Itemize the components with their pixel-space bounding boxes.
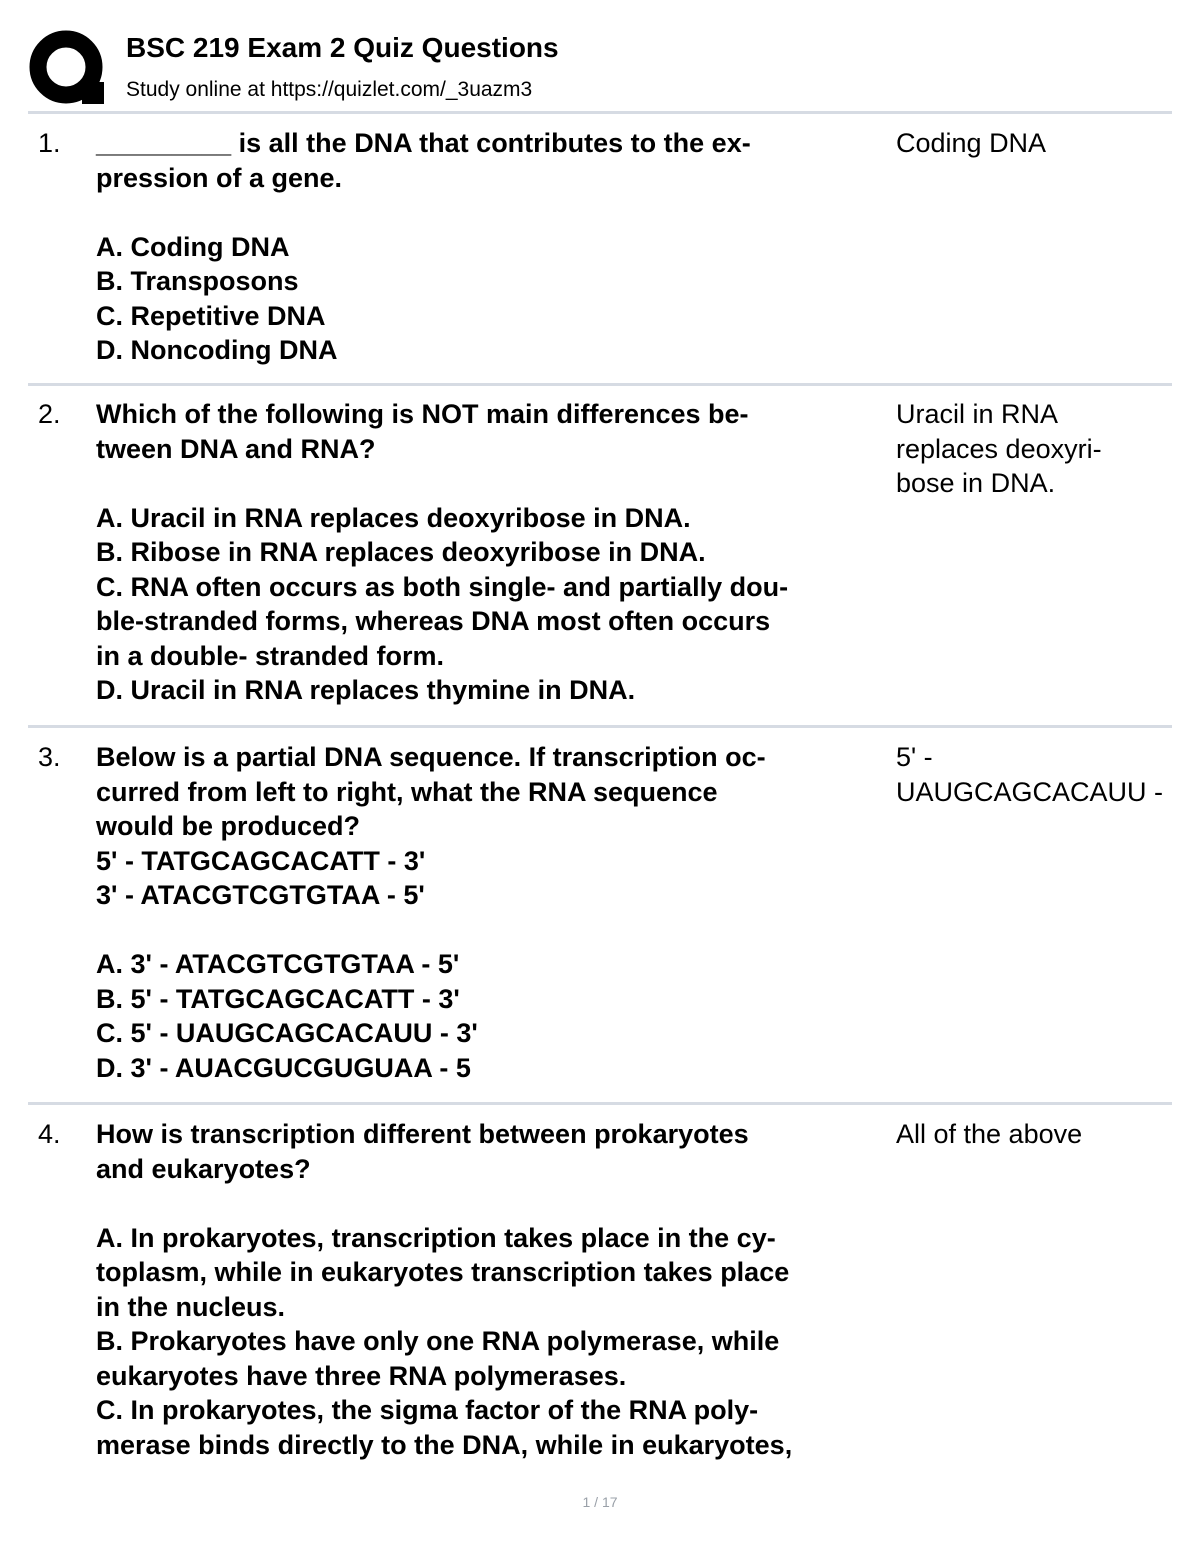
- question-line: How is transcription different between prokaryotes: [96, 1119, 749, 1149]
- option-b: B. 5' - TATGCAGCACATT - 3': [96, 983, 460, 1014]
- question-line: pression of a gene.: [96, 162, 343, 193]
- option-a: A. Uracil in RNA replaces deoxyribose in DNA.: [96, 502, 691, 533]
- answer-text: [896, 397, 1200, 501]
- quizlet-q-logo-icon: [28, 30, 108, 106]
- divider: [28, 1102, 1172, 1105]
- option-c: C. Repetitive DNA: [96, 300, 326, 331]
- question-text: [96, 1117, 896, 1462]
- option-c-continued: merase binds directly to the DNA, while in eukaryotes,: [96, 1429, 793, 1460]
- divider: [28, 111, 1172, 114]
- question-line: _________ is all the DNA that contributes to the ex-: [96, 128, 751, 158]
- question-text: [96, 740, 896, 1085]
- question-4: [0, 1117, 1200, 1467]
- question-2: [0, 397, 1200, 717]
- answer-line: bose in DNA.: [896, 468, 1056, 498]
- answer-line: All of the above: [896, 1119, 1083, 1149]
- answer-text: [896, 740, 1200, 809]
- question-text: [96, 126, 896, 368]
- option-d: D. Uracil in RNA replaces thymine in DNA.: [96, 675, 636, 705]
- question-line: Below is a partial DNA sequence. If transcription oc-: [96, 742, 766, 772]
- option-c-continued: in a double- stranded form.: [96, 640, 445, 671]
- question-line: curred from left to right, what the RNA sequence: [96, 776, 718, 807]
- option-a: A. In prokaryotes, transcription takes place in the cy-: [96, 1222, 776, 1253]
- question-line: Which of the following is NOT main differences be-: [96, 399, 749, 429]
- page-title: BSC 219 Exam 2 Quiz Questions: [126, 32, 559, 63]
- divider: [28, 383, 1172, 386]
- answer-line: 5' -: [896, 742, 933, 772]
- option-b: B. Ribose in RNA replaces deoxyribose in DNA.: [96, 537, 706, 567]
- page-header: [0, 0, 1200, 112]
- question-number: 2.: [38, 399, 61, 429]
- option-b: B. Transposons: [96, 266, 299, 296]
- option-c: C. RNA often occurs as both single- and partially dou-: [96, 571, 789, 602]
- blank-line: [96, 466, 896, 501]
- question-line: tween DNA and RNA?: [96, 433, 376, 464]
- page-indicator: 1 / 17: [582, 1494, 618, 1510]
- answer-line: Uracil in RNA: [896, 399, 1059, 429]
- option-b: B. Prokaryotes have only one RNA polymerase, while: [96, 1326, 780, 1356]
- divider: [28, 725, 1172, 728]
- answer-text: [896, 1117, 1200, 1152]
- question-line: would be produced?: [96, 811, 360, 841]
- option-c: C. In prokaryotes, the sigma factor of the RNA poly-: [96, 1395, 759, 1425]
- dna-strand-top: 5' - TATGCAGCACATT - 3': [96, 845, 426, 876]
- dna-strand-bottom: 3' - ATACGTCGTGTAA - 5': [96, 880, 425, 910]
- answer-line: Coding DNA: [896, 128, 1047, 158]
- question-1: [0, 126, 1200, 376]
- option-c: C. 5' - UAUGCAGCACAUU - 3': [96, 1018, 478, 1048]
- blank-line: [96, 1186, 896, 1221]
- question-text: [96, 397, 896, 708]
- option-d: D. Noncoding DNA: [96, 335, 338, 365]
- question-number: 4.: [38, 1119, 61, 1149]
- question-line: and eukaryotes?: [96, 1153, 311, 1184]
- question-3: [0, 740, 1200, 1090]
- blank-line: [96, 913, 896, 948]
- option-a: A. Coding DNA: [96, 231, 290, 262]
- study-link-text: Study online at https://quizlet.com/_3uazm3: [126, 78, 533, 101]
- option-a-continued: toplasm, while in eukaryotes transcription takes place: [96, 1257, 790, 1287]
- answer-line: UAUGCAGCACAUU -: [896, 776, 1164, 807]
- blank-line: [96, 195, 896, 230]
- option-c-continued: ble-stranded forms, whereas DNA most often occurs: [96, 606, 771, 636]
- question-number: 3.: [38, 742, 61, 772]
- answer-text: [896, 126, 1200, 161]
- option-b-continued: eukaryotes have three RNA polymerases.: [96, 1360, 627, 1391]
- option-a-continued: in the nucleus.: [96, 1291, 286, 1322]
- question-number: 1.: [38, 128, 61, 158]
- option-d: D. 3' - AUACGUCGUGUAA - 5: [96, 1052, 471, 1083]
- option-a: A. 3' - ATACGTCGTGTAA - 5': [96, 949, 460, 979]
- answer-line: replaces deoxyri-: [896, 433, 1102, 464]
